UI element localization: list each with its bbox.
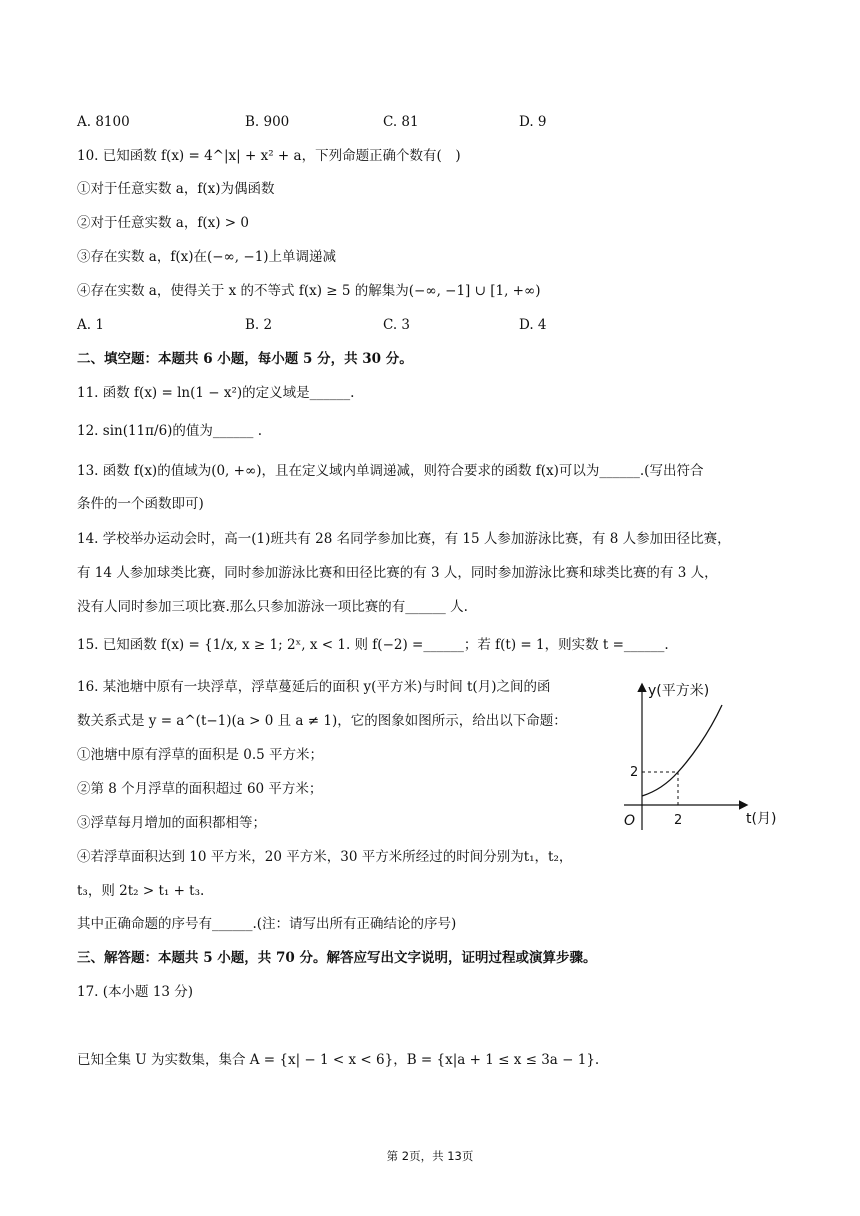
exponential-curve bbox=[642, 705, 722, 796]
q13-line-1: 13. 函数 f(x)的值域为(0, +∞)，且在定义域内单调递减，则符合要求的函数 f(x)可以为______.(写出符合 bbox=[77, 463, 704, 479]
x-axis-label: t(月) bbox=[746, 811, 777, 827]
q10-option-a: A. 1 bbox=[77, 317, 104, 333]
q16-item-1: ①池塘中原有浮草的面积是 0.5 平方米； bbox=[77, 747, 324, 763]
page-footer: 第 2页，共 13页 bbox=[386, 1149, 474, 1163]
y-tick-label: 2 bbox=[630, 765, 639, 780]
q14-line-3: 没有人同时参加三项比赛.那么只参加游泳一项比赛的有______ 人. bbox=[77, 599, 468, 615]
q11-text: 11. 函数 f(x) = ln(1 − x²)的定义域是______. bbox=[77, 385, 355, 401]
q10-item-1: ①对于任意实数 a，f(x)为偶函数 bbox=[77, 181, 275, 197]
q9-option-b: B. 900 bbox=[245, 114, 290, 130]
q10-item-2: ②对于任意实数 a，f(x) > 0 bbox=[77, 215, 249, 231]
q10-option-d: D. 4 bbox=[519, 317, 547, 333]
q10-stem: 10. 已知函数 f(x) = 4^|x| + x² + a，下列命题正确个数有( ) bbox=[77, 148, 461, 164]
q9-option-c: C. 81 bbox=[383, 114, 419, 130]
q16-line-2: 数关系式是 y = a^(t−1)(a > 0 且 a ≠ 1)，它的图象如图所示，给出以下命题： bbox=[77, 713, 567, 729]
q10-item-4: ④存在实数 a，使得关于 x 的不等式 f(x) ≥ 5 的解集为(−∞, −1] ∪ [1, +∞) bbox=[77, 283, 541, 299]
y-axis-label: y(平方米) bbox=[648, 683, 710, 699]
q16-item-2: ②第 8 个月浮草的面积超过 60 平方米； bbox=[77, 781, 323, 797]
q17-body: 已知全集 U 为实数集，集合 A = {x| − 1 < x < 6}，B = {x|a + 1 ≤ x ≤ 3a − 1}. bbox=[77, 1052, 600, 1068]
q9-option-a: A. 8100 bbox=[77, 114, 130, 130]
q16-item-4: ④若浮草面积达到 10 平方米，20 平方米，30 平方米所经过的时间分别为t₁，t₂， bbox=[77, 849, 573, 865]
q17-header: 17. (本小题 13 分) bbox=[77, 984, 194, 1000]
q10-item-3: ③存在实数 a，f(x)在(−∞, −1)上单调递减 bbox=[77, 249, 337, 265]
q16-ask: 其中正确命题的序号有______.(注：请写出所有正确结论的序号) bbox=[77, 916, 457, 932]
q10-option-b: B. 2 bbox=[245, 317, 273, 333]
q16-item-4-cont: t₃，则 2t₂ > t₁ + t₃. bbox=[77, 883, 205, 899]
q10-option-c: C. 3 bbox=[383, 317, 411, 333]
origin-label: O bbox=[624, 813, 636, 829]
q14-line-1: 14. 学校举办运动会时，高一(1)班共有 28 名同学参加比赛，有 15 人参加游泳比赛，有 8 人参加田径比赛， bbox=[77, 531, 731, 547]
q14-line-2: 有 14 人参加球类比赛，同时参加游泳比赛和田径比赛的有 3 人，同时参加游泳比赛和球类比赛的有 3 人， bbox=[77, 565, 718, 581]
q13-line-2: 条件的一个函数即可) bbox=[77, 496, 204, 512]
q12-text: 12. sin(11π/6)的值为______ . bbox=[77, 423, 263, 439]
q16-line-1: 16. 某池塘中原有一块浮草，浮草蔓延后的面积 y(平方米)与时间 t(月)之间的函 bbox=[77, 679, 551, 695]
q16-figure bbox=[618, 675, 788, 835]
q16-item-3: ③浮草每月增加的面积都相等； bbox=[77, 815, 266, 831]
q15-text: 15. 已知函数 f(x) = {1/x, x ≥ 1; 2ˣ, x < 1. 则 f(−2) =______；若 f(t) = 1，则实数 t =______. bbox=[77, 637, 669, 653]
section-fill-in-title: 二、填空题：本题共 6 小题，每小题 5 分，共 30 分。 bbox=[77, 351, 413, 367]
x-tick-label: 2 bbox=[674, 813, 683, 828]
q9-option-d: D. 9 bbox=[519, 114, 547, 130]
section-solve-title: 三、解答题：本题共 5 小题，共 70 分。解答应写出文字说明，证明过程或演算步骤。 bbox=[77, 950, 597, 966]
